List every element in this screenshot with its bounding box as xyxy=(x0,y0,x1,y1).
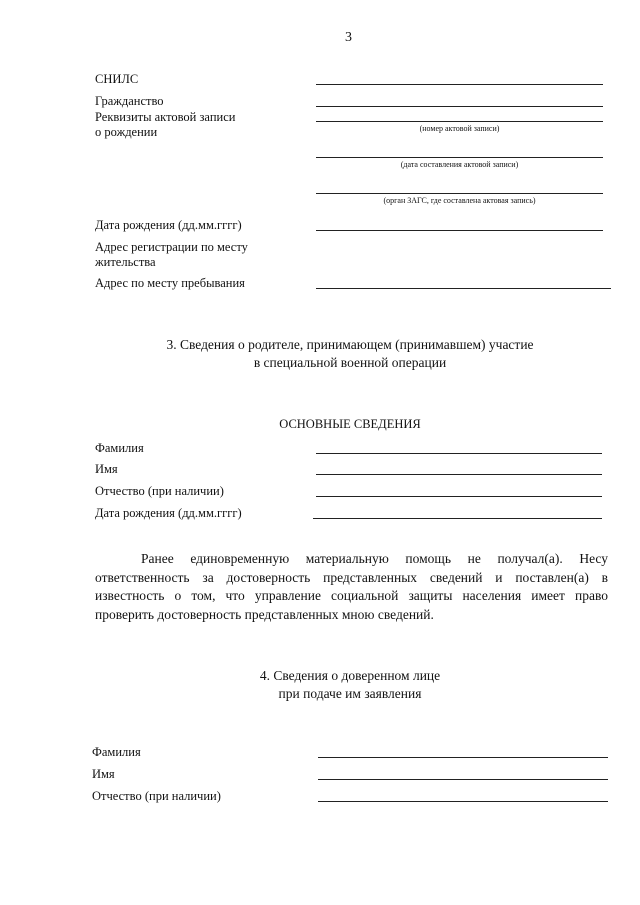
statement-paragraph xyxy=(95,550,608,624)
parent-birth-date-label: Дата рождения (дд.мм.гггг) xyxy=(95,506,242,520)
record-date-field[interactable] xyxy=(316,157,603,158)
page-number: 3 xyxy=(345,30,352,45)
stay-address-field[interactable] xyxy=(316,288,611,289)
stay-address-label: Адрес по месту пребывания xyxy=(95,276,245,290)
trustee-patronymic-field[interactable] xyxy=(318,801,608,802)
section4-title-line2: при подаче им заявления xyxy=(278,686,422,701)
section3-subtitle: ОСНОВНЫЕ СВЕДЕНИЯ xyxy=(279,417,421,431)
statement-line1: Ранее единовременную материальную помощь не получал(а). Несу xyxy=(141,551,608,566)
citizenship-label: Гражданство xyxy=(95,94,164,108)
registration-address-label-line2: жительства xyxy=(95,255,156,269)
section3-title-line1: 3. Сведения о родителе, принимающем (принимавшем) участие xyxy=(166,337,534,352)
parent-birth-date-field[interactable] xyxy=(313,518,602,519)
birth-record-label-line2: о рождении xyxy=(95,125,158,139)
record-number-caption: (номер актовой записи) xyxy=(419,124,500,133)
trustee-surname-label: Фамилия xyxy=(92,745,141,759)
trustee-surname-field[interactable] xyxy=(318,757,608,758)
parent-patronymic-label: Отчество (при наличии) xyxy=(95,484,224,498)
statement-rest: ответственность за достоверность представленных сведений и поставлен(а) в известность о том, что управление социальной защиты населения имеет право проверить достоверность представленных мною сведений. xyxy=(95,569,608,622)
parent-patronymic-field[interactable] xyxy=(316,496,602,497)
birth-record-label-line1: Реквизиты актовой записи xyxy=(95,110,236,124)
snils-field[interactable] xyxy=(316,84,603,85)
record-number-field[interactable] xyxy=(316,121,603,122)
trustee-patronymic-label: Отчество (при наличии) xyxy=(92,789,221,803)
registration-address-label-line1: Адрес регистрации по месту xyxy=(95,240,248,254)
trustee-name-label: Имя xyxy=(92,767,115,781)
registry-office-caption: (орган ЗАГС, где составлена актовая запись) xyxy=(383,196,536,205)
citizenship-field[interactable] xyxy=(316,106,603,107)
trustee-name-field[interactable] xyxy=(318,779,608,780)
registry-office-field[interactable] xyxy=(316,193,603,194)
section4-title-line1: 4. Сведения о доверенном лице xyxy=(259,668,441,683)
snils-label: СНИЛС xyxy=(95,72,139,86)
parent-name-field[interactable] xyxy=(316,474,602,475)
section3-title-line2: в специальной военной операции xyxy=(253,355,447,370)
record-date-caption: (дата составления актовой записи) xyxy=(400,160,519,169)
parent-surname-label: Фамилия xyxy=(95,441,144,455)
parent-name-label: Имя xyxy=(95,462,118,476)
parent-surname-field[interactable] xyxy=(316,453,602,454)
applicant-birth-date-label: Дата рождения (дд.мм.гггг) xyxy=(95,218,242,232)
applicant-birth-date-field[interactable] xyxy=(316,230,603,231)
